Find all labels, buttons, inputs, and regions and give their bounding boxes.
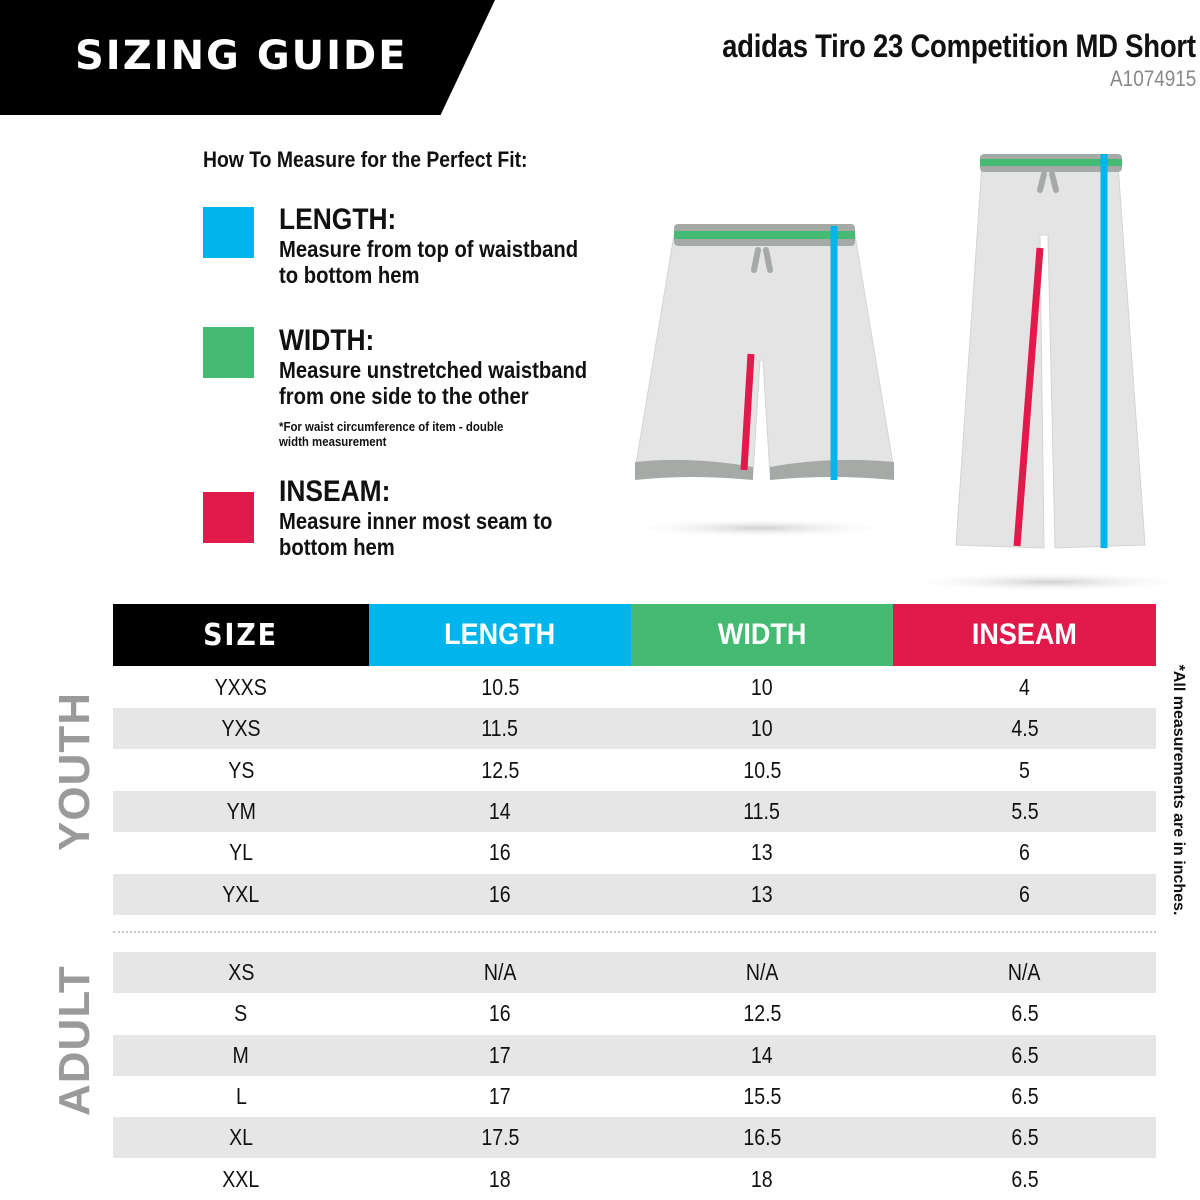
inseam-title: INSEAM:	[279, 475, 391, 508]
size-cell-value: YS	[227, 756, 255, 783]
width-desc-line: Measure unstretched waistband	[279, 357, 588, 383]
adult-label: ADULT	[50, 965, 99, 1116]
size-cell	[113, 1083, 369, 1110]
inseam-cell-value: 6.5	[1010, 1041, 1039, 1068]
length-cell	[369, 959, 631, 986]
width-cell-value: 13	[751, 839, 773, 866]
size-cell-value: L	[235, 1082, 247, 1109]
width-title: WIDTH:	[279, 324, 375, 357]
size-cell	[113, 1166, 369, 1193]
size-cell-value: S	[234, 1000, 248, 1027]
width-cell-value: 14	[751, 1041, 773, 1068]
length-cell	[369, 881, 631, 908]
measurement-note: *All measurements are in inches.	[1170, 664, 1187, 916]
width-cell	[631, 674, 893, 701]
length-desc-line: Measure from top of waistband	[279, 236, 579, 262]
garment-illustrations	[620, 140, 1200, 600]
inseam-cell-value: 6.5	[1010, 1082, 1039, 1109]
width-cell-value: 10	[751, 715, 773, 742]
size-cell	[113, 959, 369, 986]
width-cell-value: 18	[751, 1165, 773, 1192]
length-cell	[369, 757, 631, 784]
length-cell-value: 17	[489, 1041, 511, 1068]
product-code: A1074915	[1109, 66, 1196, 91]
table-row	[113, 952, 1156, 993]
width-cell-value: 12.5	[742, 1000, 782, 1027]
inseam-desc-line: bottom hem	[279, 534, 395, 560]
length-cell	[369, 1000, 631, 1027]
size-cell-value: XS	[227, 959, 255, 985]
width-cell-value: 13	[751, 880, 773, 907]
length-cell	[369, 1166, 631, 1193]
size-cell-value: YM	[226, 797, 256, 824]
size-cell	[113, 1000, 369, 1027]
width-cell	[631, 1042, 893, 1069]
length-cell-value: 18	[489, 1165, 511, 1192]
table-row	[113, 791, 1156, 832]
size-cell-value: YL	[229, 839, 253, 866]
size-cell	[113, 798, 369, 825]
width-cell-value: 11.5	[743, 797, 781, 824]
page-title: SIZING GUIDE	[75, 33, 408, 79]
width-cell	[631, 1124, 893, 1151]
size-cell-value: YXXS	[214, 674, 268, 700]
header-width-label: WIDTH	[717, 618, 807, 651]
shorts-diagram-icon	[625, 224, 895, 538]
inseam-guide	[279, 476, 552, 560]
width-cell-value: N/A	[745, 959, 779, 985]
length-cell	[369, 715, 631, 742]
width-cell	[631, 1083, 893, 1110]
youth-label: YOUTH	[50, 692, 99, 851]
width-guide	[279, 325, 587, 449]
length-cell-value: 12.5	[480, 756, 520, 783]
size-cell	[113, 881, 369, 908]
inseam-cell	[893, 798, 1156, 825]
width-cell	[631, 798, 893, 825]
width-cell-value: 10	[751, 674, 773, 700]
length-cell	[369, 1124, 631, 1151]
length-cell	[369, 839, 631, 866]
size-cell-value: M	[232, 1041, 250, 1068]
section-divider	[113, 931, 1156, 933]
table-row	[113, 708, 1156, 749]
inseam-cell	[893, 715, 1156, 742]
length-cell-value: 16	[489, 880, 511, 907]
header-length	[369, 604, 631, 666]
inseam-cell	[893, 1042, 1156, 1069]
width-cell-value: 10.5	[742, 756, 782, 783]
length-cell	[369, 1083, 631, 1110]
inseam-cell	[893, 1166, 1156, 1193]
table-row	[113, 1159, 1156, 1200]
width-cell	[631, 1166, 893, 1193]
table-row	[113, 1117, 1156, 1158]
inseam-cell-value: 5	[1019, 756, 1030, 783]
inseam-cell	[893, 1000, 1156, 1027]
size-cell-value: YXS	[221, 715, 261, 742]
size-cell-value: XL	[229, 1124, 253, 1151]
inseam-cell-value: 6	[1019, 880, 1030, 907]
header-inseam-label: INSEAM	[971, 618, 1078, 651]
header-inseam	[893, 604, 1156, 666]
inseam-cell-value: 6.5	[1010, 1000, 1039, 1027]
inseam-cell	[893, 1083, 1156, 1110]
header-size-label: SIZE	[203, 617, 279, 653]
inseam-cell	[893, 674, 1156, 701]
size-cell	[113, 839, 369, 866]
width-cell	[631, 715, 893, 742]
length-cell-value: 16	[489, 1000, 511, 1027]
inseam-desc-line: Measure inner most seam to	[279, 508, 553, 534]
width-cell-value: 15.5	[742, 1082, 782, 1109]
table-row	[113, 750, 1156, 791]
length-cell	[369, 1042, 631, 1069]
length-cell-value: 14	[489, 797, 511, 824]
inseam-cell-value: 6.5	[1010, 1165, 1039, 1192]
size-cell-value: YXL	[222, 880, 260, 907]
length-cell	[369, 674, 631, 701]
width-swatch	[203, 327, 254, 378]
inseam-cell	[893, 881, 1156, 908]
size-cell	[113, 757, 369, 784]
length-cell-value: 10.5	[480, 674, 520, 700]
length-swatch	[203, 207, 254, 258]
table-row	[113, 832, 1156, 873]
length-cell	[369, 798, 631, 825]
table-row	[113, 1035, 1156, 1076]
pants-diagram-icon	[900, 154, 1200, 592]
header-size	[113, 604, 369, 666]
length-cell-value: 17.5	[480, 1124, 520, 1151]
inseam-cell	[893, 757, 1156, 784]
inseam-cell-value: 6.5	[1010, 1124, 1039, 1151]
width-cell-value: 16.5	[742, 1124, 782, 1151]
inseam-swatch	[203, 492, 254, 543]
inseam-cell-value: N/A	[1008, 959, 1041, 985]
inseam-cell-value: 4	[1019, 674, 1030, 700]
size-cell	[113, 715, 369, 742]
width-cell	[631, 959, 893, 986]
size-cell	[113, 1124, 369, 1151]
header-width	[631, 604, 893, 666]
header-length-label: LENGTH	[444, 618, 556, 651]
inseam-cell	[893, 839, 1156, 866]
length-cell-value: 17	[489, 1082, 511, 1109]
length-desc-line: to bottom hem	[279, 262, 420, 288]
width-note	[279, 419, 587, 449]
length-guide	[279, 204, 578, 288]
measure-heading: How To Measure for the Perfect Fit:	[203, 147, 528, 172]
table-row	[113, 993, 1156, 1034]
table-row	[113, 1076, 1156, 1117]
table-row	[113, 874, 1156, 915]
width-desc-line: from one side to the other	[279, 383, 529, 409]
product-name: adidas Tiro 23 Competition MD Short	[722, 28, 1196, 64]
inseam-cell-value: 4.5	[1010, 715, 1039, 742]
width-note-line: *For waist circumference of item - double	[279, 419, 504, 434]
inseam-cell-value: 6	[1019, 839, 1030, 866]
table-header	[113, 604, 1156, 666]
size-cell	[113, 1042, 369, 1069]
table-row	[113, 667, 1156, 708]
inseam-cell	[893, 959, 1156, 986]
length-cell-value: N/A	[483, 959, 517, 985]
inseam-cell-value: 5.5	[1010, 797, 1039, 824]
width-cell	[631, 881, 893, 908]
width-cell	[631, 757, 893, 784]
width-cell	[631, 839, 893, 866]
size-cell-value: XXL	[222, 1165, 260, 1192]
width-cell	[631, 1000, 893, 1027]
length-cell-value: 16	[489, 839, 511, 866]
length-cell-value: 11.5	[481, 715, 519, 742]
width-note-line: width measurement	[279, 434, 387, 449]
size-cell	[113, 674, 369, 701]
inseam-cell	[893, 1124, 1156, 1151]
length-title: LENGTH:	[279, 203, 397, 236]
